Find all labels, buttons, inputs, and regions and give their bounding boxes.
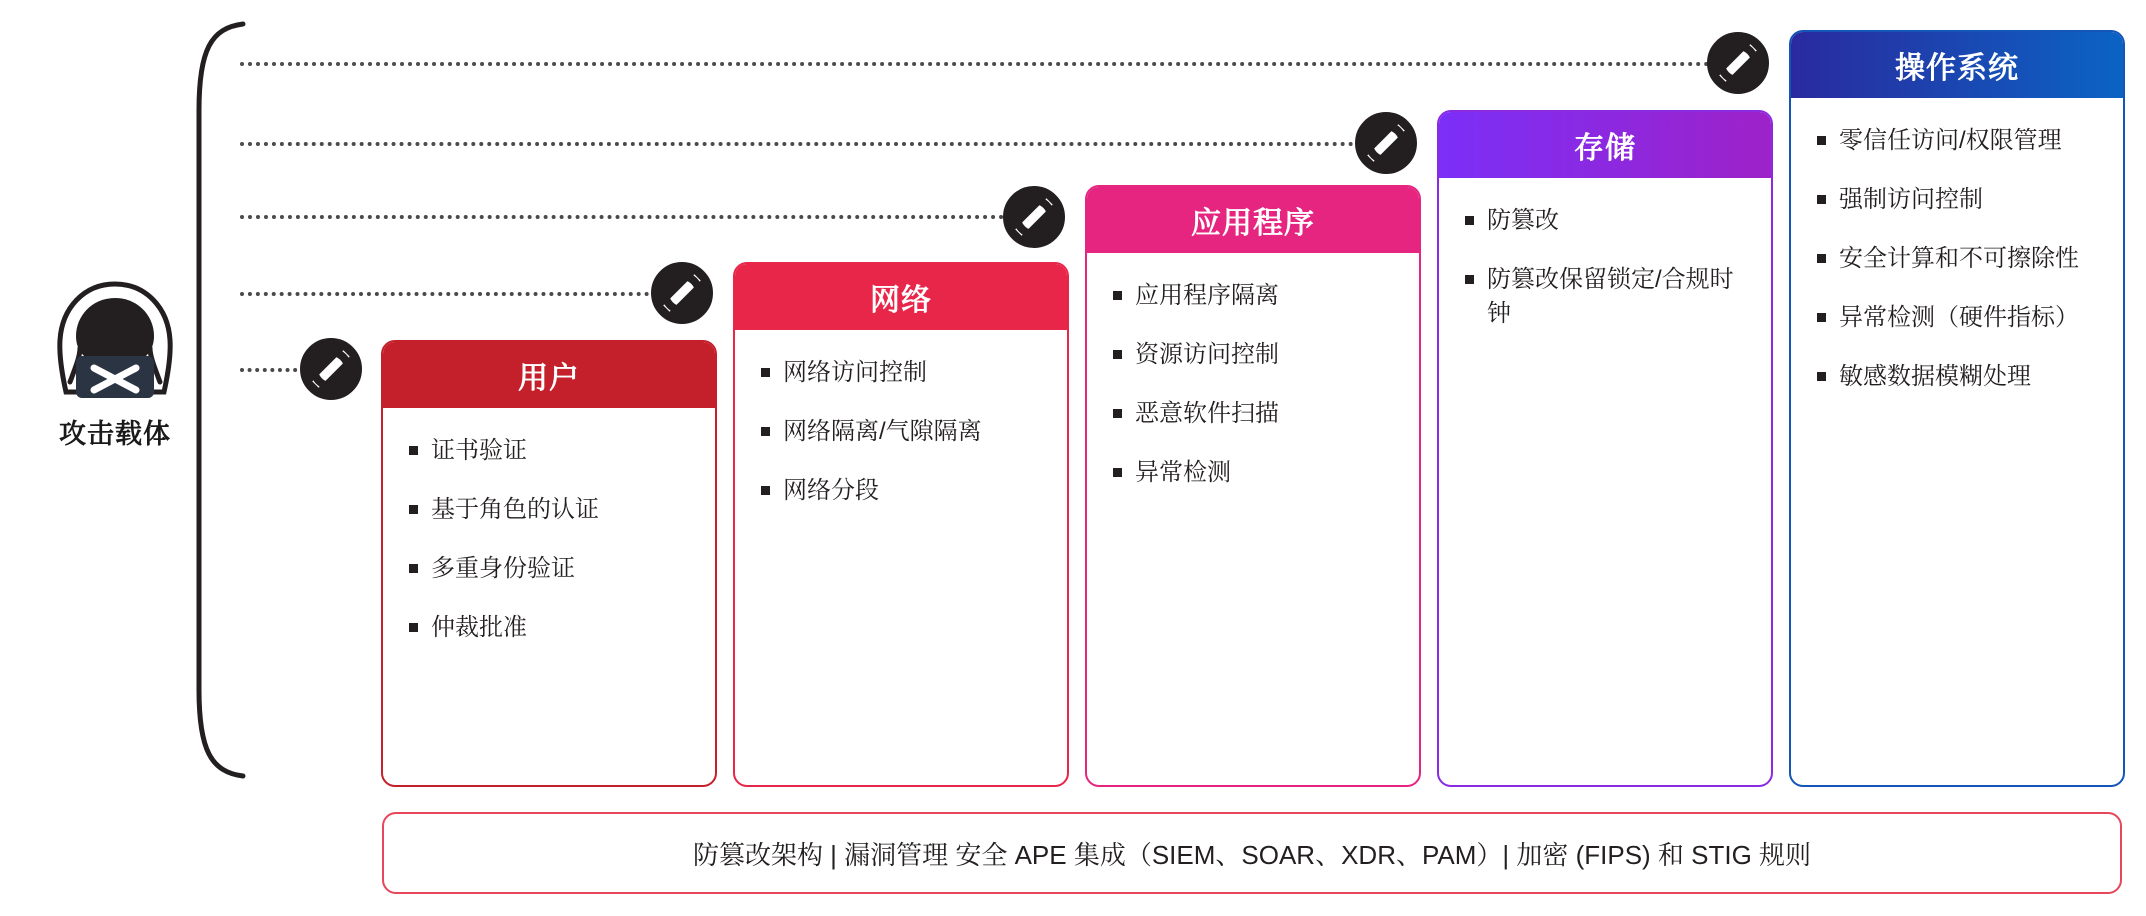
hacker-icon bbox=[40, 278, 190, 398]
list-item: 异常检测 bbox=[1109, 456, 1399, 490]
attack-vector-group bbox=[30, 278, 200, 451]
list-item: 证书验证 bbox=[405, 434, 695, 468]
layer-items-storage bbox=[1439, 178, 1771, 366]
list-item: 防篡改 bbox=[1461, 204, 1751, 238]
foundation-band-label: 防篡改架构 | 漏洞管理 安全 APE 集成（SIEM、SOAR、XDR、PAM）| 加密 (FIPS) 和 STIG 规则 bbox=[692, 839, 1812, 870]
blocker-network-icon bbox=[651, 262, 713, 324]
layer-items-os bbox=[1791, 98, 2123, 429]
list-item: 恶意软件扫描 bbox=[1109, 397, 1399, 431]
list-item: 仲裁批准 bbox=[405, 611, 695, 645]
layer-title-os: 操作系统 bbox=[1791, 32, 2123, 98]
connector-line-os bbox=[240, 62, 1710, 66]
list-item: 强制访问控制 bbox=[1813, 183, 2103, 217]
layer-title-application: 应用程序 bbox=[1087, 187, 1419, 253]
list-item: 网络隔离/气隙隔离 bbox=[757, 415, 1047, 449]
list-item: 资源访问控制 bbox=[1109, 338, 1399, 372]
connector-line-network bbox=[240, 292, 665, 296]
connector-line-storage bbox=[240, 142, 1370, 146]
layer-card-os[interactable] bbox=[1789, 30, 2125, 787]
foundation-band bbox=[382, 812, 2122, 894]
layer-items-user bbox=[383, 408, 715, 680]
layer-card-storage[interactable] bbox=[1437, 110, 1773, 787]
attack-vector-label: 攻击载体 bbox=[59, 419, 171, 449]
blocker-application-icon bbox=[1003, 186, 1065, 248]
layer-title-user: 用户 bbox=[383, 342, 715, 408]
bracket bbox=[185, 20, 255, 780]
blocker-os-icon bbox=[1707, 32, 1769, 94]
list-item: 网络访问控制 bbox=[757, 356, 1047, 390]
blocker-storage-icon bbox=[1355, 112, 1417, 174]
layer-card-application[interactable] bbox=[1085, 185, 1421, 787]
layer-card-user[interactable] bbox=[381, 340, 717, 787]
list-item: 防篡改保留锁定/合规时钟 bbox=[1461, 263, 1751, 331]
list-item: 安全计算和不可擦除性 bbox=[1813, 242, 2103, 276]
list-item: 网络分段 bbox=[757, 474, 1047, 508]
blocker-user-icon bbox=[300, 338, 362, 400]
layer-title-network: 网络 bbox=[735, 264, 1067, 330]
layer-items-application bbox=[1087, 253, 1419, 525]
layer-card-network[interactable] bbox=[733, 262, 1069, 787]
layer-title-storage: 存储 bbox=[1439, 112, 1771, 178]
list-item: 敏感数据模糊处理 bbox=[1813, 360, 2103, 394]
list-item: 应用程序隔离 bbox=[1109, 279, 1399, 313]
list-item: 基于角色的认证 bbox=[405, 493, 695, 527]
list-item: 多重身份验证 bbox=[405, 552, 695, 586]
list-item: 零信任访问/权限管理 bbox=[1813, 124, 2103, 158]
layer-items-network bbox=[735, 330, 1067, 543]
list-item: 异常检测（硬件指标） bbox=[1813, 301, 2103, 335]
connector-line-application bbox=[240, 215, 1020, 219]
